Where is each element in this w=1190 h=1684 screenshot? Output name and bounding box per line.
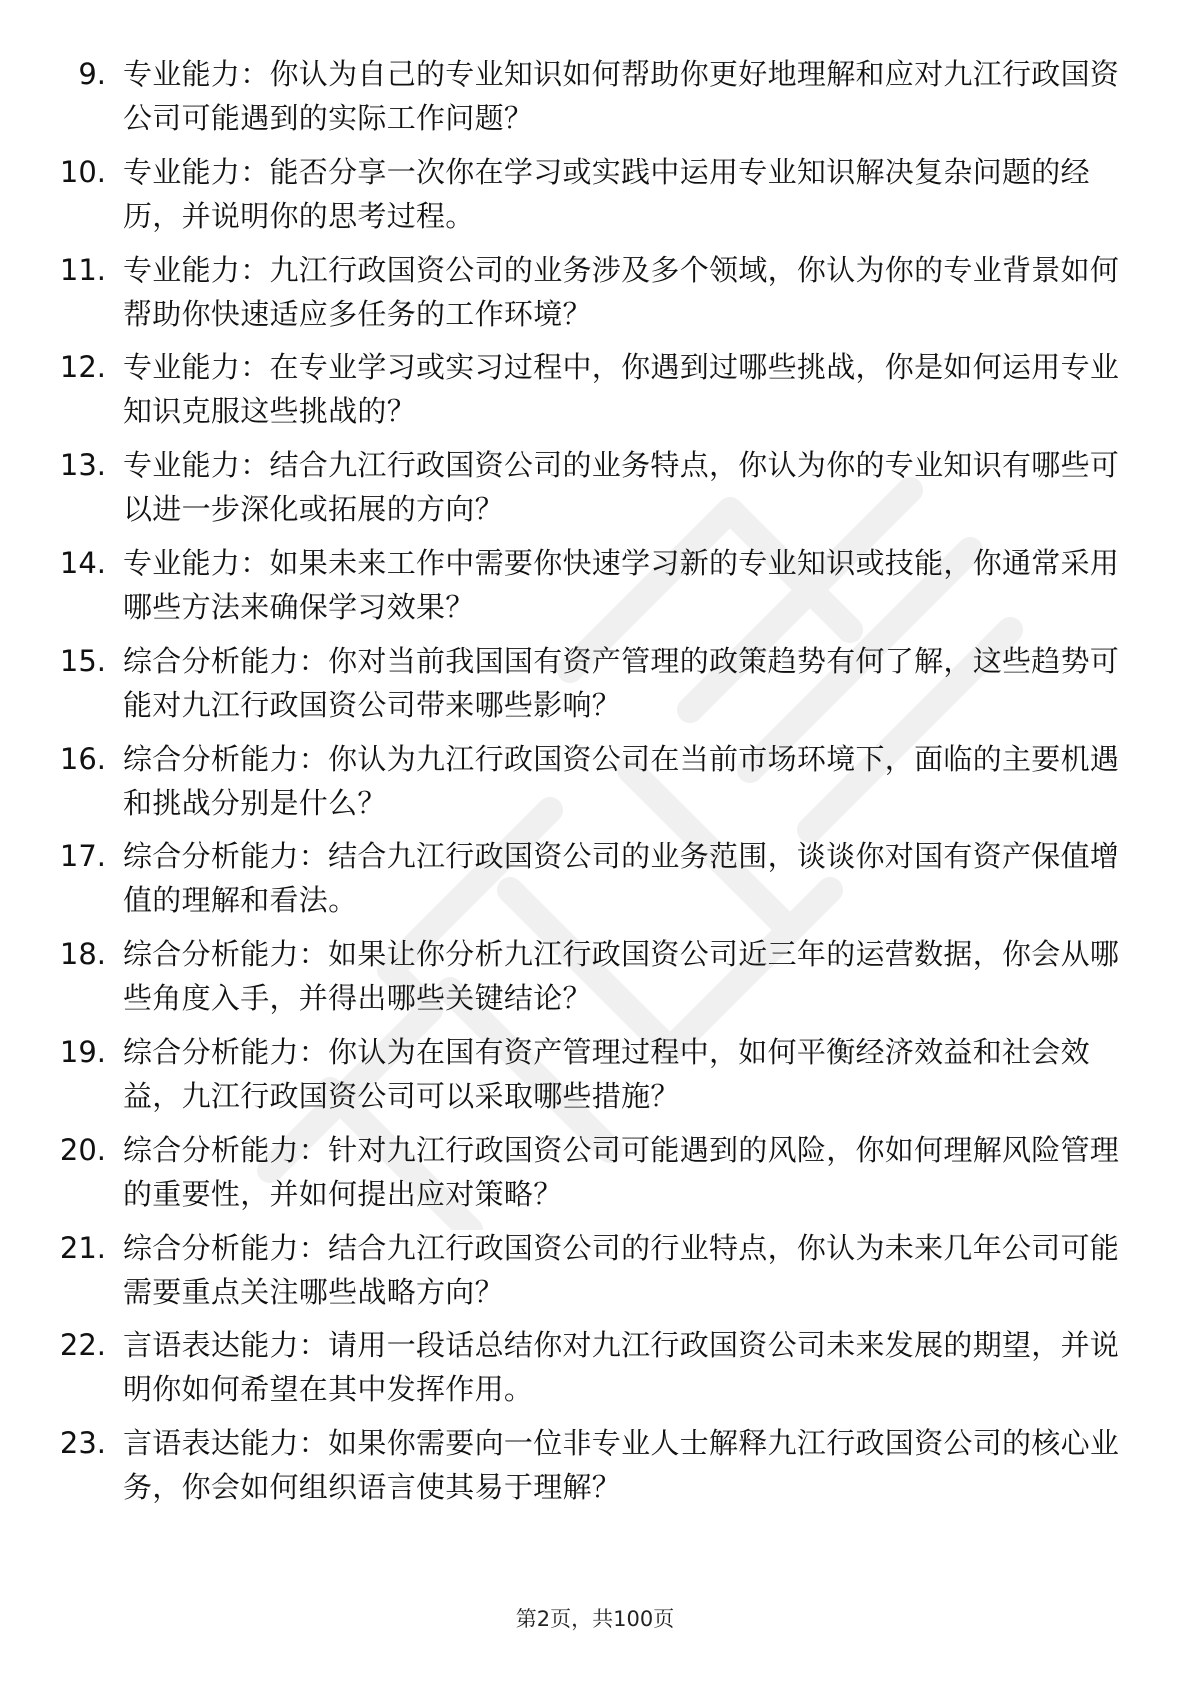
question-number: 14. [59, 545, 106, 580]
page-footer [0, 1604, 1190, 1634]
question-text: 专业能力：在专业学习或实习过程中，你遇到过哪些挑战，你是如何运用专业知识克服这些挑战的？ [123, 350, 1120, 429]
question-item [0, 932, 1190, 1030]
question-text: 综合分析能力：你认为九江行政国资公司在当前市场环境下，面临的主要机遇和挑战分别是什么？ [123, 741, 1120, 820]
question-item [0, 1421, 1190, 1519]
question-number: 22. [59, 1328, 106, 1363]
question-item [0, 345, 1190, 443]
question-item [0, 541, 1190, 639]
question-item [0, 737, 1190, 835]
question-item [0, 248, 1190, 346]
question-number: 11. [59, 252, 106, 287]
question-item [0, 1128, 1190, 1226]
question-text: 专业能力：结合九江行政国资公司的业务特点，你认为你的专业知识有哪些可以进一步深化或拓展的方向？ [123, 448, 1120, 527]
question-number: 9. [78, 57, 106, 91]
question-number: 18. [59, 937, 106, 972]
question-text: 专业能力：能否分享一次你在学习或实践中运用专业知识解决复杂问题的经历，并说明你的思考过程。 [123, 154, 1090, 233]
question-text: 综合分析能力：如果让你分析九江行政国资公司近三年的运营数据，你会从哪些角度入手，并得出哪些关键结论？ [123, 937, 1120, 1016]
question-number: 17. [59, 839, 106, 874]
question-text: 专业能力：你认为自己的专业知识如何帮助你更好地理解和应对九江行政国资公司可能遇到的实际工作问题？ [123, 57, 1120, 135]
question-item [0, 443, 1190, 541]
question-item [0, 1226, 1190, 1324]
question-text: 综合分析能力：结合九江行政国资公司的行业特点，你认为未来几年公司可能需要重点关注哪些战略方向？ [123, 1230, 1120, 1309]
question-number: 20. [59, 1132, 106, 1167]
question-number: 16. [59, 741, 106, 776]
page-number-label: 第2页，共100页 [515, 1607, 675, 1631]
question-text: 言语表达能力：如果你需要向一位非专业人士解释九江行政国资公司的核心业务，你会如何组织语言使其易于理解？ [123, 1426, 1120, 1505]
question-list [0, 52, 1190, 1519]
question-number: 13. [59, 448, 106, 483]
question-item [0, 1030, 1190, 1128]
question-text: 综合分析能力：你对当前我国国有资产管理的政策趋势有何了解，这些趋势可能对九江行政国资公司带来哪些影响？ [123, 643, 1120, 722]
question-text: 综合分析能力：结合九江行政国资公司的业务范围，谈谈你对国有资产保值增值的理解和看法。 [123, 839, 1120, 918]
question-item [0, 1323, 1190, 1421]
question-number: 21. [59, 1230, 106, 1265]
question-text: 专业能力：如果未来工作中需要你快速学习新的专业知识或技能，你通常采用哪些方法来确保学习效果？ [123, 545, 1120, 624]
question-text: 综合分析能力：针对九江行政国资公司可能遇到的风险，你如何理解风险管理的重要性，并如何提出应对策略？ [123, 1132, 1120, 1211]
question-number: 12. [59, 350, 106, 385]
question-number: 10. [59, 154, 106, 189]
question-number: 15. [59, 643, 106, 678]
question-item [0, 639, 1190, 737]
question-number: 23. [59, 1426, 106, 1461]
question-text: 言语表达能力：请用一段话总结你对九江行政国资公司未来发展的期望，并说明你如何希望在其中发挥作用。 [123, 1328, 1120, 1407]
question-item [0, 52, 1190, 150]
question-text: 专业能力：九江行政国资公司的业务涉及多个领域，你认为你的专业背景如何帮助你快速适应多任务的工作环境？ [123, 252, 1120, 331]
question-item [0, 834, 1190, 932]
question-text: 综合分析能力：你认为在国有资产管理过程中，如何平衡经济效益和社会效益，九江行政国资公司可以采取哪些措施？ [123, 1034, 1090, 1113]
question-number: 19. [59, 1034, 106, 1069]
question-item [0, 150, 1190, 248]
